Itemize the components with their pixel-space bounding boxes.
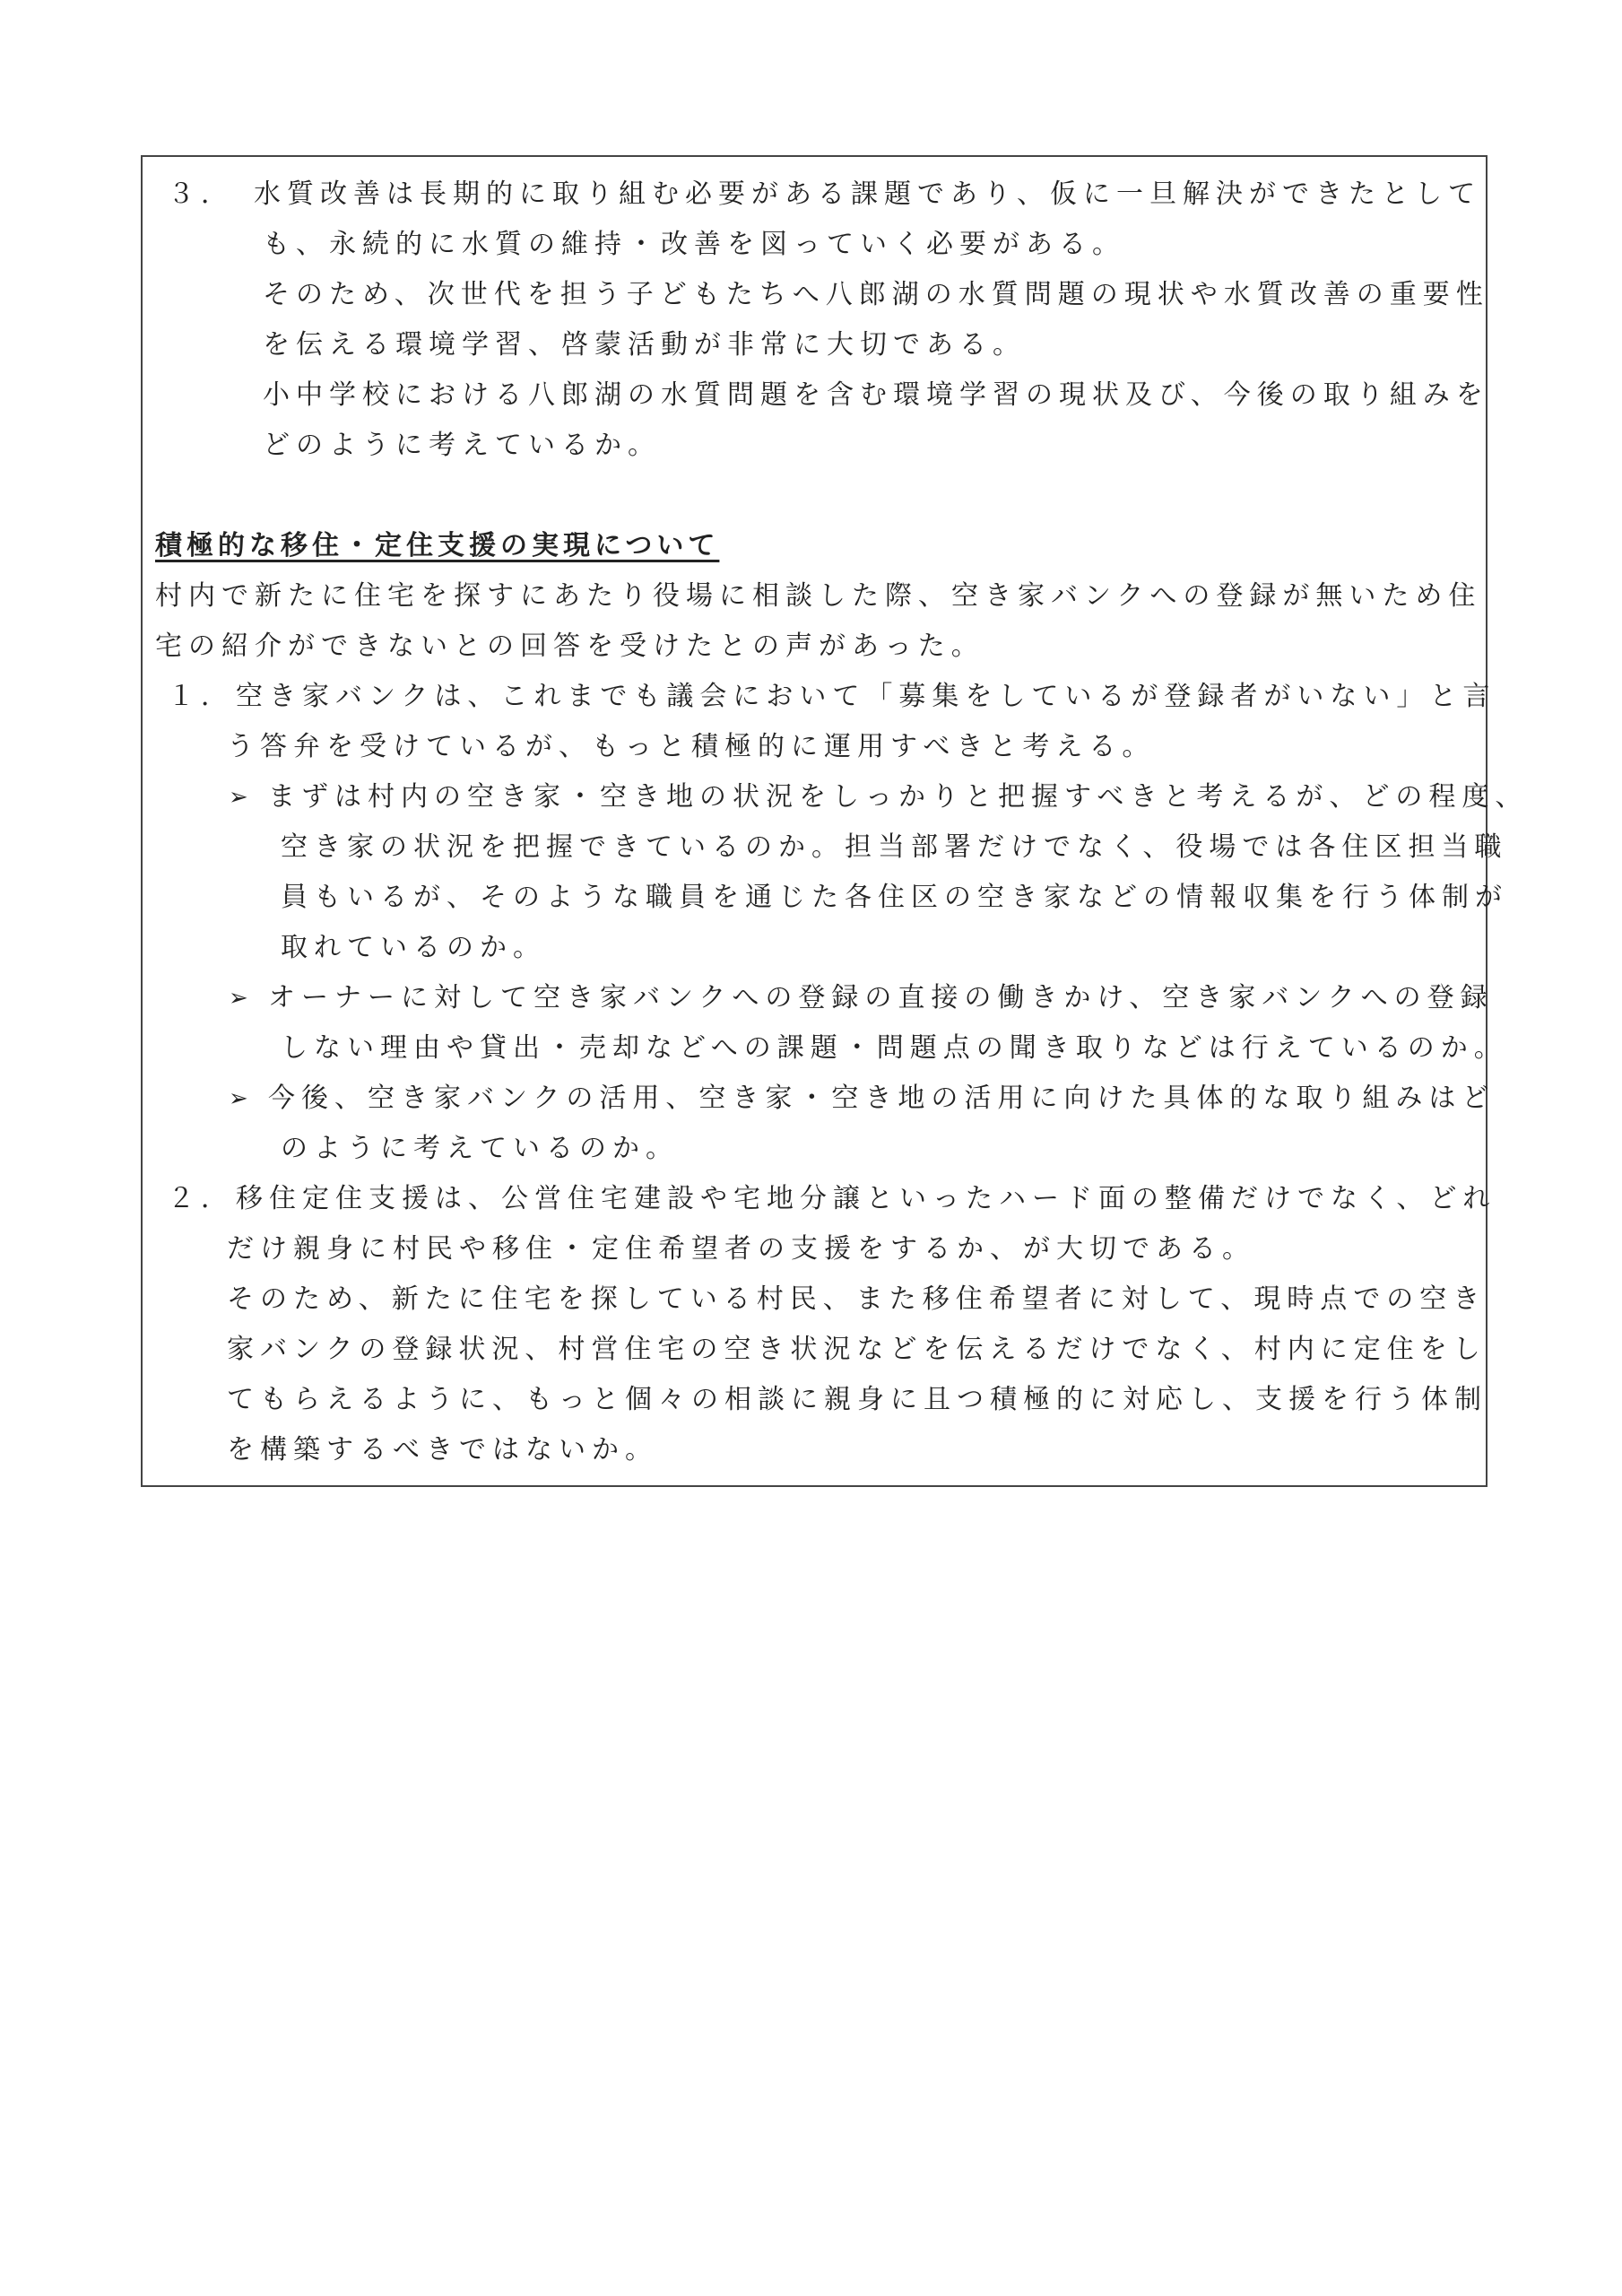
intro-line-2: [155, 622, 1473, 672]
section3-number: ３．: [168, 178, 234, 210]
bullet3-line-2: [155, 1124, 1473, 1174]
item1-text: う答弁を受けているが、もっと積極的に運用すべきと考える。: [227, 731, 1156, 762]
bullet1-line-2: [155, 822, 1508, 873]
section3-line-1: [155, 170, 1481, 220]
bullet1-line-3: [155, 873, 1508, 923]
item2-line-1: [155, 1174, 1496, 1224]
document-frame: [141, 155, 1529, 1487]
bullet-text: まずは村内の空き家・空き地の状況をしっかりと把握すべきと考えるが、どの程度、: [268, 781, 1529, 813]
item2-text: てもらえるように、もっと個々の相談に親身に且つ積極的に対応し、支援を行う体制: [227, 1384, 1488, 1415]
section3-line-6: [155, 421, 1473, 471]
section3-text: そのため、次世代を担う子どもたちへ八郎湖の水質問題の現状や水質改善の重要性: [263, 279, 1489, 310]
item2-text: 移住定住支援は、公営住宅建設や宅地分譲といったハード面の整備だけでなく、どれ: [236, 1183, 1496, 1214]
bullet3-line-1: [155, 1074, 1496, 1124]
bullet-text: 今後、空き家バンクの活用、空き家・空き地の活用に向けた具体的な取り組みはど: [268, 1083, 1496, 1114]
bullet-text: 取れているのか。: [281, 932, 546, 963]
section3-line-2: [155, 220, 1473, 270]
intro-line-1: [155, 571, 1482, 622]
section3-text: も、永続的に水質の維持・改善を図っていく必要がある。: [263, 229, 1125, 260]
arrow-bullet-icon: ➢: [229, 1085, 248, 1112]
item1-number: １．: [168, 681, 234, 712]
item2-text: を構築するべきではないか。: [227, 1434, 658, 1465]
bullet2-line-1: [155, 973, 1494, 1023]
spacer: [155, 471, 1473, 521]
document-body: [155, 170, 1529, 1475]
section3-line-3: [155, 270, 1489, 320]
section3-line-5: [155, 370, 1489, 421]
bullet-text: 空き家の状況を把握できているのか。担当部署だけでなく、役場では各住区担当職: [281, 831, 1508, 863]
item1-line-1: [155, 672, 1496, 722]
bullet-text: しない理由や貸出・売却などへの課題・問題点の聞き取りなどは行えているのか。: [281, 1032, 1507, 1064]
item2-text: だけ親身に村民や移住・定住希望者の支援をするか、が大切である。: [227, 1233, 1255, 1265]
arrow-bullet-icon: ➢: [229, 985, 248, 1012]
section3-text: 小中学校における八郎湖の水質問題を含む環境学習の現状及び、今後の取り組みを: [263, 379, 1489, 411]
arrow-bullet-icon: ➢: [229, 784, 248, 811]
item1-line-2: [155, 722, 1473, 772]
item2-text: そのため、新たに住宅を探している村民、また移住希望者に対して、現時点での空き: [227, 1283, 1487, 1315]
bullet1-line-1: [155, 772, 1529, 822]
intro-text: 村内で新たに住宅を探すにあたり役場に相談した際、空き家バンクへの登録が無いため住: [155, 580, 1482, 612]
item2-line-2: [155, 1224, 1473, 1274]
item2-line-4: [155, 1325, 1487, 1375]
bullet-text: のように考えているのか。: [281, 1133, 679, 1164]
bullet2-line-2: [155, 1023, 1507, 1074]
section3-text: を伝える環境学習、啓蒙活動が非常に大切である。: [263, 329, 1026, 361]
item2-number: ２．: [168, 1183, 234, 1214]
item2-line-5: [155, 1375, 1488, 1425]
bullet-text: オーナーに対して空き家バンクへの登録の直接の働きかけ、空き家バンクへの登録: [268, 982, 1494, 1013]
item2-text: 家バンクの登録状況、村営住宅の空き状況などを伝えるだけでなく、村内に定住をし: [227, 1334, 1487, 1365]
item1-text: 空き家バンクは、これまでも議会において「募集をしているが登録者がいない」と言: [236, 681, 1496, 712]
section-heading-row: [155, 521, 1473, 571]
item2-line-3: [155, 1274, 1487, 1325]
intro-text: 宅の紹介ができないとの回答を受けたとの声があった。: [155, 631, 984, 662]
bullet-text: 員もいるが、そのような職員を通じた各住区の空き家などの情報収集を行う体制が: [281, 882, 1508, 913]
section-heading: 積極的な移住・定住支援の実現について: [155, 530, 720, 561]
bullet1-line-4: [155, 923, 1473, 973]
item2-line-6: [155, 1425, 1473, 1475]
section3-text: どのように考えているか。: [263, 430, 661, 461]
section3-line-4: [155, 320, 1473, 370]
section3-text: 水質改善は長期的に取り組む必要がある課題であり、仮に一旦解決ができたとして: [254, 178, 1481, 210]
